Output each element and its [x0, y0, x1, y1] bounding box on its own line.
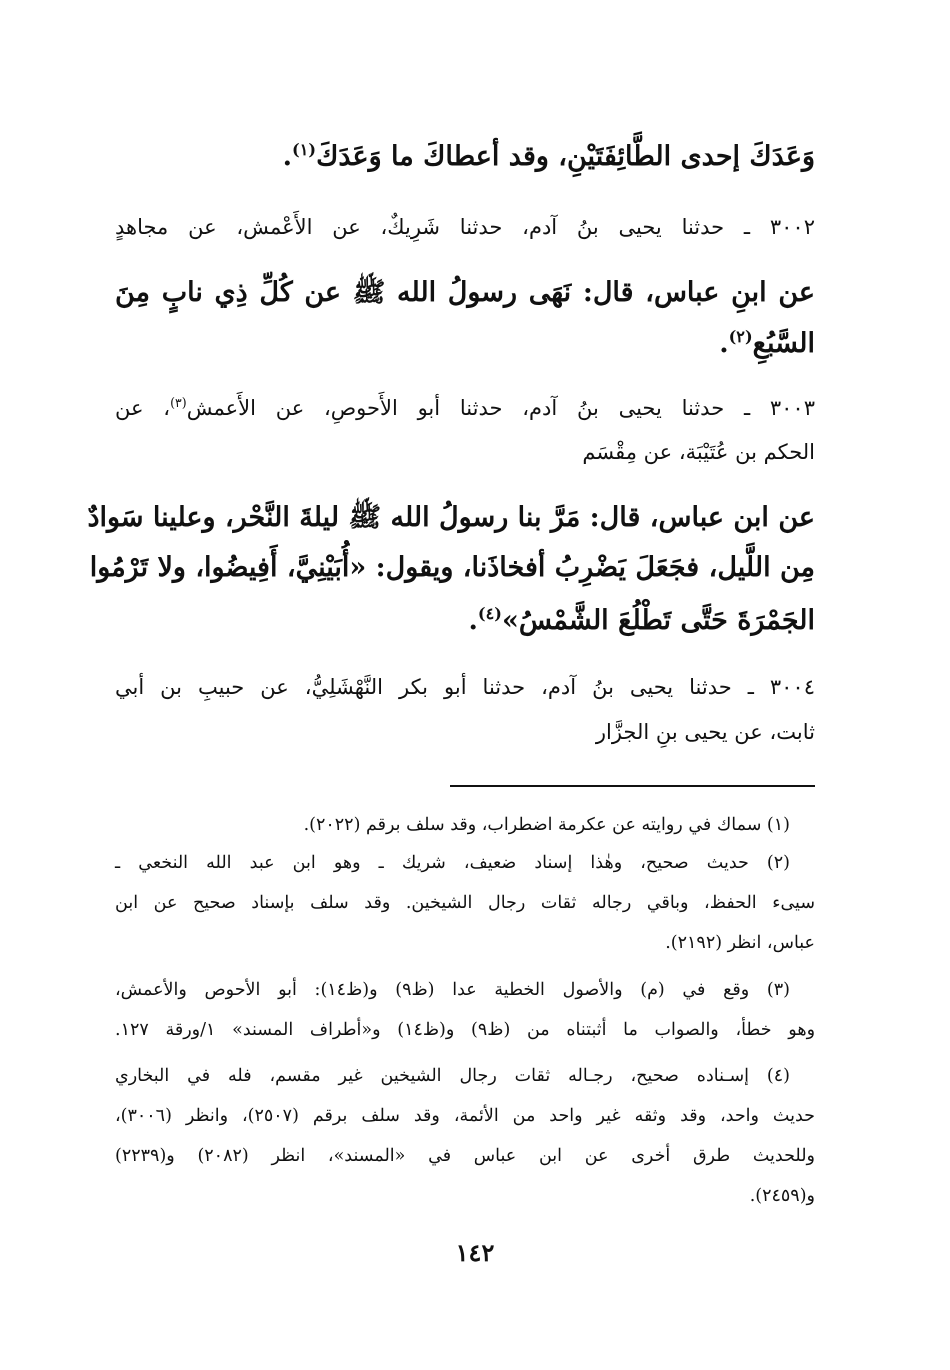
hadith-3004-line-1: ٣٠٠٤ ـ حدثنا يحيى بنُ آدم، حدثنا أبو بكر النَّهْشَلِيُّ، عن حبيبِ بن أبي	[115, 675, 815, 699]
footnote-marker: (٢)	[728, 327, 753, 346]
footnote-4-line-4: و(٢٤٥٩).	[749, 1186, 815, 1206]
footnote-marker: (٤)	[477, 604, 502, 623]
hadith-3002-line-1: ٣٠٠٢ ـ حدثنا يحيى بنُ آدم، حدثنا شَرِيكٌ، عن الأَعْمش، عن مجاهدٍ	[115, 215, 815, 239]
text-fragment: السَّبُعِ	[752, 328, 815, 359]
hadith-3004-line-2: ثابت، عن يحيى بنِ الجزَّار	[595, 720, 815, 744]
footnote-separator	[450, 785, 815, 787]
hadith-3002-line-2: عن ابنِ عباس، قال: نَهَى رسولُ الله ﷺ عن كُلِّ ذِي نابٍ مِنَ	[115, 277, 815, 308]
footnote-3-line-1: (٣) وقع في (م) والأصول الخطية عدا (ظ٩) و(ظ١٤): أبو الأحوص والأعمش،	[115, 980, 790, 1000]
text-line	[115, 140, 815, 172]
text-fragment: .	[468, 605, 478, 636]
page-number: ١٤٢	[455, 1238, 495, 1267]
hadith-3003-line-2: الحكم بن عُتَيْبَة، عن مِقْسَم	[582, 440, 815, 464]
footnote-marker: (١)	[292, 140, 317, 159]
hadith-3002-line-3	[115, 327, 815, 359]
footnote-2-line-3: عباس، انظر (٢١٩٢).	[665, 933, 815, 953]
text-fragment: وَعَدَكَ إحدى الطَّائِفَتَيْنِ، وقد أعطاكَ ما وَعَدَكَ	[316, 141, 815, 172]
text-fragment: .	[719, 328, 729, 359]
footnote-marker: (٣)	[170, 395, 187, 410]
footnote-3-line-2: وهو خطأ، والصواب ما أثبتناه من (ظ٩) و(ظ١٤) و«أطراف المسند» ١/ورقة ١٢٧.	[115, 1020, 816, 1040]
text-fragment: ٣٠٠٣ ـ حدثنا يحيى بنُ آدم، حدثنا أبو الأَحوصِ، عن الأَعمش	[186, 396, 815, 420]
footnote-1: (١) سماك في روايته عن عكرمة اضطراب، وقد سلف برقم (٢٠٢٢).	[303, 815, 790, 835]
hadith-3003-line-5	[115, 604, 815, 636]
footnote-4-line-1: (٤) إسـناده صحيح، رجـاله ثقات رجال الشيخين غير مقسم، فله في البخاري	[115, 1066, 790, 1086]
footnote-4-line-3: وللحديث طرق أخرى عن ابن عباس في «المسند»، انظر (٢٠٨٢) و(٢٢٣٩)	[115, 1146, 815, 1166]
text-fragment: ، عن	[115, 396, 171, 420]
footnote-2-line-2: سيىء الحفظ، وباقي رجاله ثقات رجال الشيخين. وقد سلف بإسناد صحيح عن ابن	[115, 893, 815, 913]
text-fragment: .	[282, 141, 293, 172]
text-fragment: الجَمْرَةَ حَتَّى تَطْلُعَ الشَّمْسُ»	[501, 605, 815, 636]
footnote-2-line-1: (٢) حديث صحيح، وهٰذا إسناد ضعيف، شريك ـ وهو ابن عبد الله النخعي ـ	[115, 853, 790, 873]
footnote-4-line-2: حديث واحد، وقد وثقه غير واحد من الأئمة، وقد سلف برقم (٢٥٠٧)، وانظر (٣٠٠٦)،	[115, 1106, 815, 1126]
hadith-3003-line-3: عن ابن عباس، قال: مَرَّ بنا رسولُ الله ﷺ ليلةَ النَّحْر، وعلينا سَوادٌ	[87, 502, 815, 533]
hadith-3003-line-1	[115, 395, 815, 420]
hadith-3003-line-4: مِن اللَّيل، فجَعَلَ يَضْرِبُ أفخاذَنا، ويقول: «أُبَيْنِيَّ، أَفِيضُوا، ولا تَرْمُوا	[89, 552, 815, 583]
